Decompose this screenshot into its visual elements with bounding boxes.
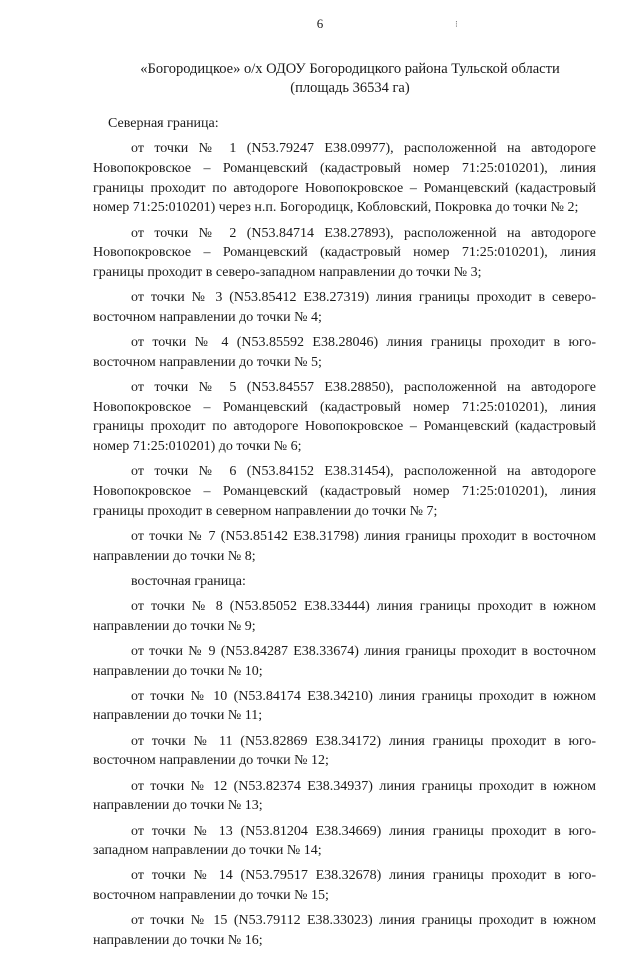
page-number: 6 [316, 16, 324, 31]
boundary-description [93, 114, 596, 956]
boundary-paragraph: от точки № 3 (N53.85412 E38.27319) линия границы проходит в северо-восточном направлении до точки № 4; [93, 290, 596, 325]
title-line-1: «Богородицкое» о/х ОДОУ Богородицкого района Тульской области [140, 61, 560, 77]
boundary-paragraph: от точки № 11 (N53.82869 E38.34172) линия границы проходит в юго-восточном направлении до точки № 12; [93, 733, 596, 769]
boundary-paragraph: от точки № 13 (N53.81204 E38.34669) линия границы проходит в юго-западном направлении до точки № 14; [93, 823, 596, 859]
section-heading-north: Северная граница: [108, 116, 219, 131]
boundary-paragraph: от точки № 10 (N53.84174 E38.34210) линия границы проходит в южном направлении до точки № 11; [93, 688, 596, 724]
boundary-paragraph: от точки № 1 (N53.79247 E38.09977), расположенной на автодороге Новопокровское – Романцевский (кадастровый номер 71:25:010201), линия границы проходит по автодороге Новопокровское – Романцевский (кадастровый номер 71:25:010201) через н.п. Богородицк, Кобловский, Покровка до точки № 2; [93, 141, 596, 216]
boundary-paragraph: от точки № 15 (N53.79112 E38.33023) линия границы проходит в южном направлении до точки № 16; [93, 913, 596, 949]
section-heading-east: восточная граница: [131, 573, 246, 589]
document-title [60, 60, 640, 98]
boundary-paragraph: от точки № 2 (N53.84714 E38.27893), расположенной на автодороге Новопокровское – Романцевский (кадастровый номер 71:25:010201), линия границы проходит в северо-западном направлении до точки № 3; [93, 225, 596, 280]
boundary-paragraph: от точки № 7 (N53.85142 E38.31798) линия границы проходит в восточном направлении до точки № 8; [93, 528, 596, 564]
boundary-paragraph: от точки № 12 (N53.82374 E38.34937) линия границы проходит в южном направлении до точки № 13; [93, 778, 596, 814]
boundary-paragraph: от точки № 9 (N53.84287 E38.33674) линия границы проходит в восточном направлении до точки № 10; [93, 643, 596, 679]
boundary-paragraph: от точки № 5 (N53.84557 E38.28850), расположенной на автодороге Новопокровское – Романцевский (кадастровый номер 71:25:010201), линия границы проходит по автодороге Новопокровское – Романцевский (кадастровый номер 71:25:010201) до точки № 6; [93, 379, 596, 455]
boundary-paragraph: от точки № 14 (N53.79517 E38.32678) линия границы проходит в юго-восточном направлении до точки № 15; [93, 868, 596, 904]
boundary-paragraph: от точки № 8 (N53.85052 E38.33444) линия границы проходит в южном направлении до точки № 9; [93, 598, 596, 634]
title-line-2: (площадь 36534 га) [290, 80, 410, 96]
boundary-paragraph: от точки № 6 (N53.84152 E38.31454), расположенной на автодороге Новопокровское – Романцевский (кадастровый номер 71:25:010201), линия границы проходит в северном направлении до точки № 7; [93, 464, 596, 519]
boundary-paragraph: от точки № 4 (N53.85592 E38.28046) линия границы проходит в юго-восточном направлении до точки № 5; [93, 335, 596, 370]
scan-mark: ⁝ [455, 19, 458, 29]
